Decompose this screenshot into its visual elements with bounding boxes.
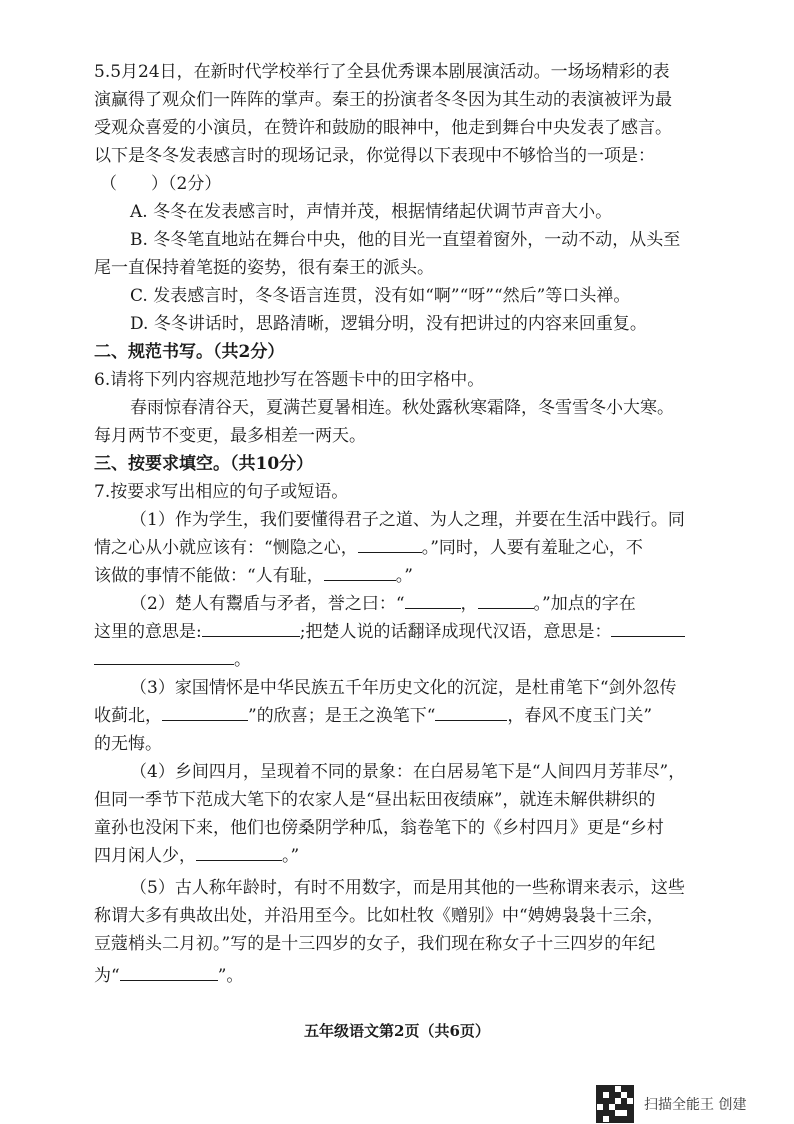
section-2-title: 二、规范书写。（共2分） [94,342,285,362]
answer-blank[interactable] [162,702,248,721]
q7-1-line-1: （1）作为学生，我们要懂得君子之道、为人之理，并要在生活中践行。同 [130,510,685,530]
q7-1-line-2 [94,534,706,562]
answer-blank[interactable] [324,562,396,581]
q5-option-c: C. 发表感言时，冬冬语言连贯，没有如“啊”“呀”“然后”等口头禅。 [130,286,631,306]
scanner-watermark [596,1086,746,1122]
q7-5-text: 为“ [94,966,120,986]
q7-3-text: ”的欣喜；是王之涣笔下“ [248,706,436,726]
q5-line-4: 以下是冬冬发表感言时的现场记录，你觉得以下表现中不够恰当的一项是： [94,146,655,166]
q7-prompt: 7.按要求写出相应的句子或短语。 [94,482,349,502]
answer-blank[interactable] [202,618,300,637]
q5-line-1: 5.5月24日，在新时代学校举行了全县优秀课本剧展演活动。一场场精彩的表 [94,62,670,82]
q7-2-text: ， [460,594,478,614]
q7-2-text: 这里的意思是: [94,622,202,642]
watermark-label: 扫描全能王 创建 [644,1097,747,1113]
q7-4-text: 四月闲人少， [94,846,196,866]
answer-blank[interactable] [120,962,218,981]
answer-blank[interactable] [478,590,534,609]
q7-1-text: 该做的事情不能做：“人有耻， [94,566,324,586]
q7-3-line-1: （3）家国情怀是中华民族五千年历史文化的沉淀，是杜甫笔下“剑外忽传 [130,678,677,698]
q7-5-line-4 [94,962,706,990]
q6-text-2: 每月两节不变更，最多相差一两天。 [94,426,366,446]
q7-4-line-1: （4）乡间四月，呈现着不同的景象：在白居易笔下是“人间四月芳菲尽”， [130,762,686,782]
answer-blank[interactable] [435,702,507,721]
q7-3-text: 收蓟北， [94,706,162,726]
q5-answer-bracket: （ ）（2分） [100,174,222,194]
answer-blank[interactable] [405,590,461,609]
q7-5-line-1: （5）古人称年龄时，有时不用数字，而是用其他的一些称谓来表示，这些 [130,878,685,898]
q7-2-text: 。”加点的字在 [533,594,636,614]
q7-1-line-3 [94,562,706,590]
q7-4-text: 。” [282,846,300,866]
q7-3-line-2 [94,702,706,730]
q7-2-text: 。 [234,650,251,670]
q7-1-text: 。” [395,566,413,586]
q7-2-text: （2）楚人有鬻盾与矛者，誉之曰：“ [130,594,405,614]
q7-3-text: ，春风不度玉门关” [507,706,653,726]
q6-text-1: 春雨惊春清谷天，夏满芒夏暑相连。秋处露秋寒霜降，冬雪雪冬小大寒。 [130,398,674,418]
q5-option-b-cont: 尾一直保持着笔挺的姿势，很有秦王的派头。 [94,258,434,278]
answer-blank[interactable] [611,618,685,637]
q7-1-text: 。”同时，人要有羞耻之心，不 [421,538,643,558]
q5-option-d: D. 冬冬讲话时，思路清晰，逻辑分明，没有把讲过的内容来回重复。 [130,314,647,334]
q7-2-line-3 [94,646,706,674]
answer-blank[interactable] [196,842,282,861]
q5-option-a: A. 冬冬在发表感言时，声情并茂，根据情绪起伏调节声音大小。 [130,202,613,222]
answer-blank[interactable] [358,534,422,553]
q7-2-line-2 [94,618,706,646]
q7-5-text: ”。 [217,966,244,986]
q7-2-text: ;把楚人说的话翻译成现代汉语，意思是： [299,622,612,642]
q7-5-line-3: 豆蔻梢头二月初。”写的是十三四岁的女子，我们现在称女子十三四岁的年纪 [94,934,656,954]
q7-1-text: 情之心从小就应该有：“恻隐之心， [94,538,358,558]
answer-blank[interactable] [94,646,234,665]
q5-option-b: B. 冬冬笔直地站在舞台中央，他的目光一直望着窗外，一动不动，从头至 [130,230,681,250]
q7-4-line-2: 但同一季节下范成大笔下的农家人是“昼出耘田夜绩麻”，就连未解供耕织的 [94,790,656,810]
page-footer: 五年级语文第2页（共6页） [304,1022,490,1040]
qr-code-icon [596,1085,634,1123]
q7-4-line-4 [94,842,706,870]
q7-5-line-2: 称谓大多有典故出处，并沿用至今。比如杜牧《赠别》中“娉娉袅袅十三余， [94,906,664,926]
q5-line-3: 受观众喜爱的小演员，在赞许和鼓励的眼神中，他走到舞台中央发表了感言。 [94,118,672,138]
q6-prompt: 6.请将下列内容规范地抄写在答题卡中的田字格中。 [94,370,485,390]
q7-4-line-3: 童孙也没闲下来，他们也傍桑阴学种瓜，翁卷笔下的《乡村四月》更是“乡村 [94,818,664,838]
q7-2-line-1 [130,590,706,618]
q7-3-line-3: 的无悔。 [94,734,162,754]
q5-line-2: 演赢得了观众们一阵阵的掌声。秦王的扮演者冬冬因为其生动的表演被评为最 [94,90,672,110]
section-3-title: 三、按要求填空。（共10分） [94,454,314,474]
